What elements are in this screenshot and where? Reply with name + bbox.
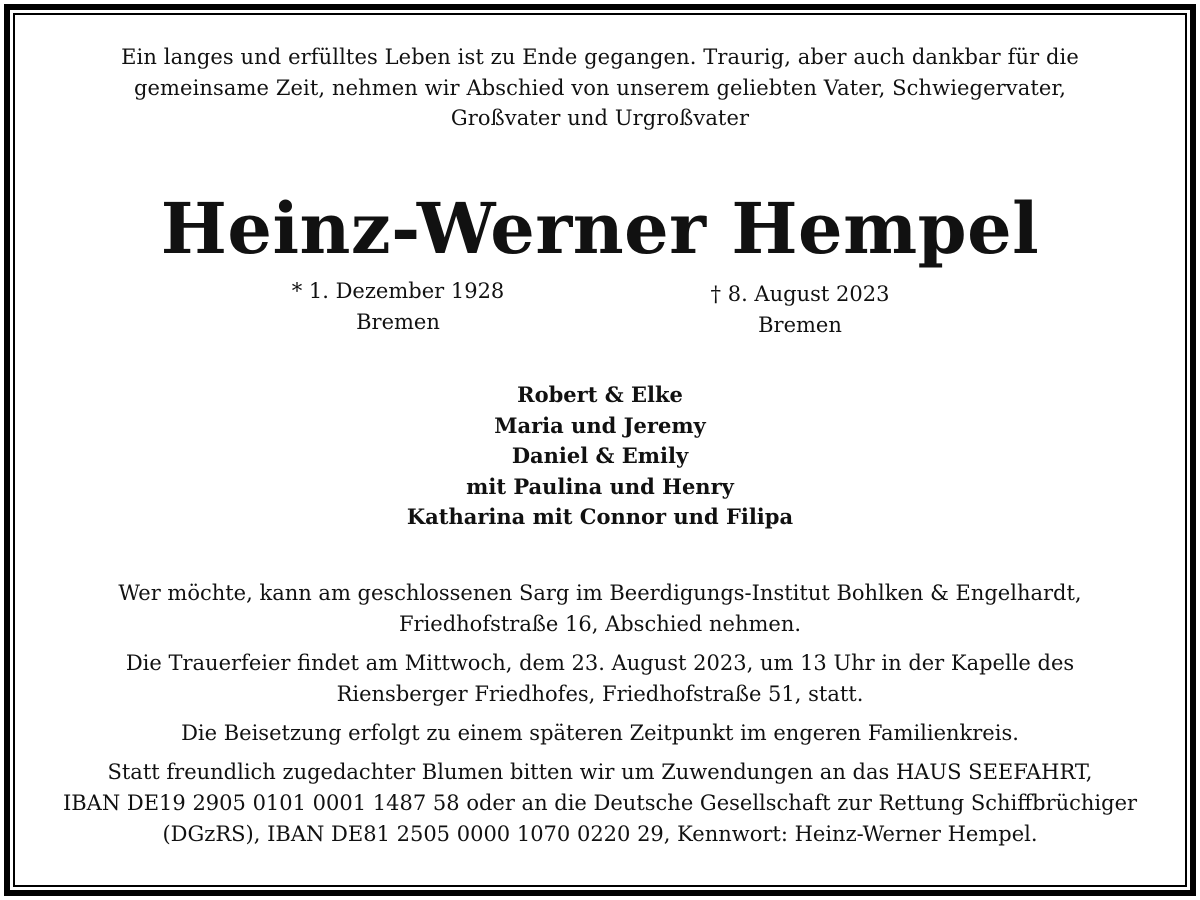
intro-line: gemeinsame Zeit, nehmen wir Abschied von unserem geliebten Vater, Schwiegervater, (133, 75, 1067, 100)
birth-info (248, 276, 548, 337)
burial-paragraph (30, 718, 1170, 749)
info-line: Statt freundlich zugedachter Blumen bitten wir um Zuwendungen an das HAUS SEEFAHRT, (107, 760, 1093, 784)
funeral-info (30, 578, 1170, 858)
birth-place: Bremen (356, 309, 440, 334)
info-line: Die Trauerfeier findet am Mittwoch, dem 23. August 2023, um 13 Uhr in der Kapelle des (125, 651, 1075, 675)
intro-line: Ein langes und erfülltes Leben ist zu Ende gegangen. Traurig, aber auch dankbar für die (121, 45, 1079, 69)
death-info (650, 279, 950, 340)
info-line: (DGzRS), IBAN DE81 2505 0000 1070 0220 29, Kennwort: Heinz-Werner Hempel. (162, 822, 1038, 846)
mourner-line: Daniel & Emily (511, 443, 689, 468)
donation-paragraph (30, 757, 1170, 850)
mourners-list (200, 380, 1000, 533)
deceased-name: Heinz-Werner Hempel (160, 187, 1040, 270)
intro-text (60, 42, 1140, 134)
info-line: Die Beisetzung erfolgt zu einem späteren Zeitpunkt im engeren Familienkreis. (181, 721, 1019, 745)
mourner-line: Robert & Elke (517, 382, 683, 407)
mourner-line: Maria und Jeremy (494, 412, 706, 438)
viewing-paragraph (30, 578, 1170, 640)
intro-line: Großvater und Urgroßvater (450, 106, 750, 130)
info-line: IBAN DE19 2905 0101 0001 1487 58 oder an die Deutsche Gesellschaft zur Rettung Schiffbrüchiger (62, 791, 1138, 815)
death-place: Bremen (758, 312, 842, 337)
info-line: Riensberger Friedhofes, Friedhofstraße 51, statt. (336, 682, 864, 706)
info-line: Wer möchte, kann am geschlossenen Sarg im Beerdigungs-Institut Bohlken & Engelhardt, (118, 581, 1082, 605)
birth-date: * 1. Dezember 1928 (291, 279, 505, 303)
death-date: † 8. August 2023 (710, 282, 890, 306)
mourner-line: mit Paulina und Henry (466, 473, 734, 499)
ceremony-paragraph (30, 648, 1170, 710)
info-line: Friedhofstraße 16, Abschied nehmen. (398, 612, 802, 636)
mourner-line: Katharina mit Connor und Filipa (406, 504, 794, 529)
